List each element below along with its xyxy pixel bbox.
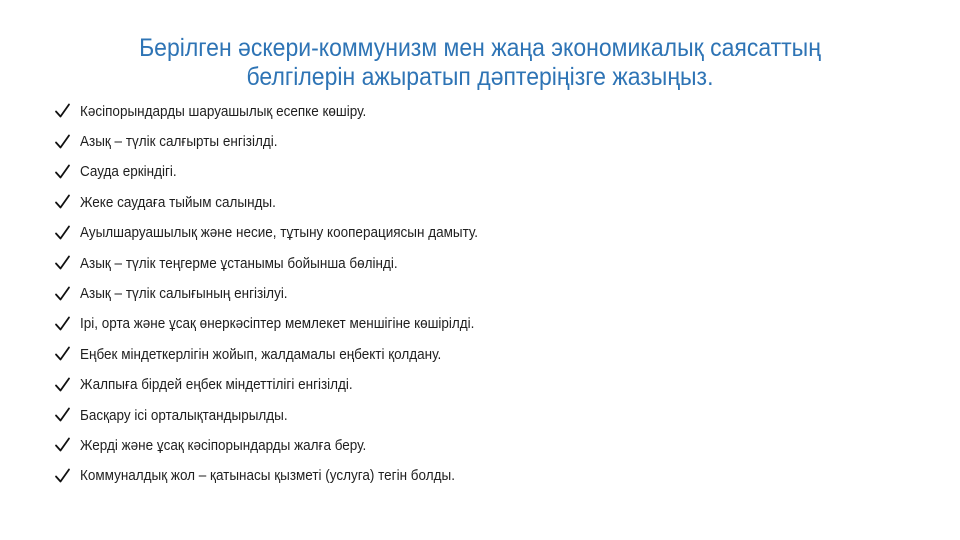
- list-item: [54, 157, 522, 187]
- checkmark-icon: [54, 102, 78, 120]
- checkmark-icon: [54, 376, 78, 394]
- list-item: [54, 339, 522, 369]
- slide-title-line-2: белгілерін ажыратып дәптеріңізге жазыңыз.: [246, 63, 714, 91]
- list-item: [54, 187, 522, 217]
- list-item-text: Ірі, орта және ұсақ өнеркәсіптер мемлекет меншігіне көшірілді.: [80, 315, 475, 333]
- list-item: [54, 370, 522, 400]
- list-item-text: Азық – түлік теңгерме ұстанымы бойынша бөлінді.: [80, 254, 398, 272]
- list-item: [54, 218, 522, 248]
- list-item: [54, 309, 522, 339]
- slide-title-line-1: Берілген әскери-коммунизм мен жаңа экономикалық саясаттың: [139, 34, 821, 62]
- list-item-text: Азық – түлік салығының енгізілуі.: [80, 285, 288, 303]
- list-item-text: Еңбек міндеткерлігін жойып, жалдамалы еңбекті қолдану.: [80, 345, 442, 363]
- list-item-text: Жеке саудаға тыйым салынды.: [80, 193, 276, 211]
- checkmark-icon: [54, 406, 78, 424]
- list-item-text: Кәсіпорындарды шаруашылық есепке көшіру.: [80, 102, 367, 120]
- checkmark-icon: [54, 315, 78, 333]
- slide-title: [94, 34, 867, 92]
- checkmark-icon: [54, 224, 78, 242]
- list-item-text: Сауда еркіндігі.: [80, 163, 177, 181]
- list-item: [54, 400, 522, 430]
- list-item-text: Жалпыға бірдей еңбек міндеттілігі енгізілді.: [80, 376, 353, 394]
- checkmark-icon: [54, 133, 78, 151]
- checkmark-icon: [54, 254, 78, 272]
- list-item: [54, 430, 522, 460]
- list-item-text: Коммуналдық жол – қатынасы қызметі (услуга) тегін болды.: [80, 467, 455, 485]
- list-item-text: Жерді және ұсақ кәсіпорындарды жалға беру.: [80, 436, 367, 454]
- checkmark-icon: [54, 436, 78, 454]
- checkmark-icon: [54, 345, 78, 363]
- checkmark-icon: [54, 285, 78, 303]
- list-item: [54, 126, 522, 156]
- list-item: [54, 96, 522, 126]
- list-item: [54, 461, 522, 491]
- checkmark-icon: [54, 467, 78, 485]
- list-item-text: Ауылшаруашылық және несие, тұтыну кооперациясын дамыту.: [80, 224, 479, 242]
- checkmark-icon: [54, 163, 78, 181]
- bullet-list: [54, 96, 522, 491]
- list-item: [54, 248, 522, 278]
- list-item: [54, 278, 522, 308]
- list-item-text: Басқару ісі орталықтандырылды.: [80, 406, 288, 424]
- checkmark-icon: [54, 193, 78, 211]
- list-item-text: Азық – түлік салғырты енгізілді.: [80, 133, 278, 151]
